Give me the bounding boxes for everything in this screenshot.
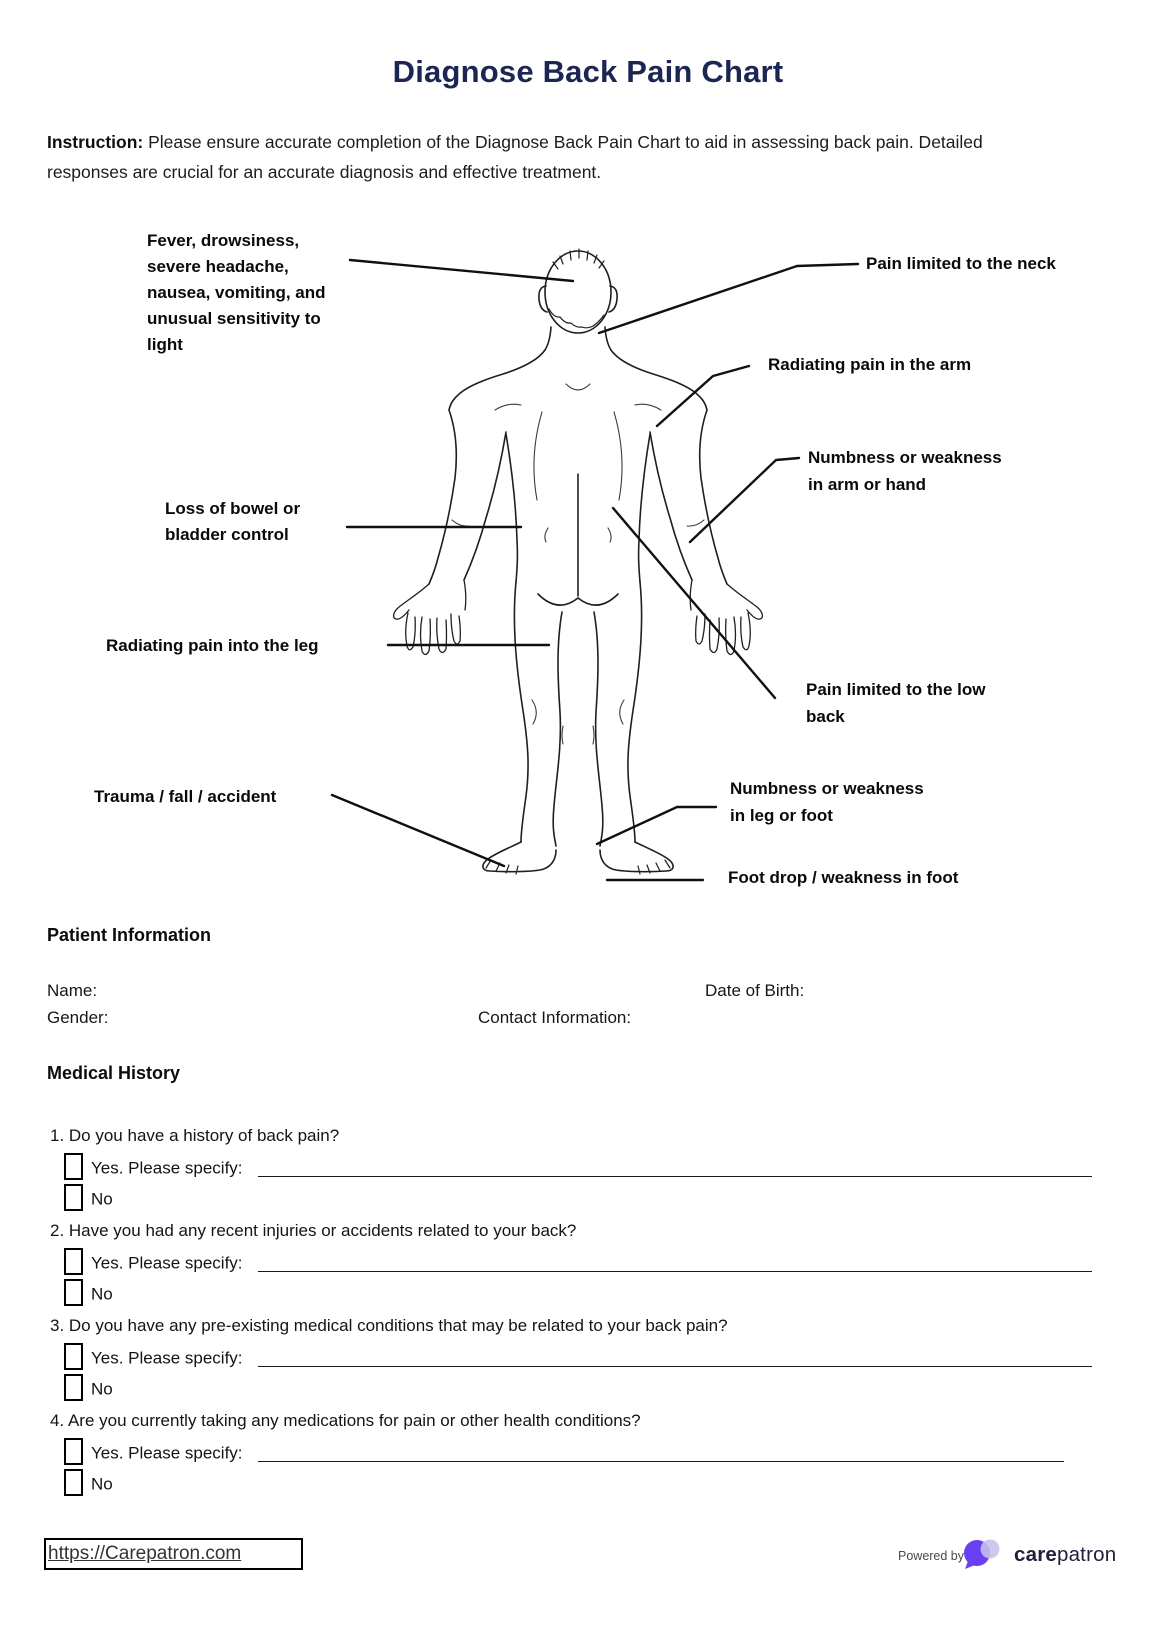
medical-history-heading: Medical History	[47, 1063, 181, 1083]
callout-line-trauma	[332, 795, 504, 866]
name-field-label: Name:	[47, 981, 98, 1000]
question-3-specify-line[interactable]	[258, 1364, 1092, 1367]
instruction-body: Please ensure accurate completion of the Diagnose Back Pain Chart to aid in assessing back pain. Detailed responses are crucial for an accurate diagnosis and effective treatment.	[47, 132, 983, 183]
question-1-specify-line[interactable]	[258, 1174, 1092, 1177]
label-neck-pain: Pain limited to the neck	[866, 254, 1056, 273]
powered-by-label: Powered by	[898, 1549, 965, 1563]
carepatron-logo-icon	[962, 1538, 1006, 1570]
question-4-yes-row	[64, 1442, 243, 1468]
instruction-label: Instruction:	[47, 132, 144, 152]
question-4-no-checkbox[interactable]	[64, 1469, 83, 1496]
figure-arm-outer	[429, 410, 727, 584]
question-1-yes-row	[64, 1157, 243, 1183]
figure-foot-right	[600, 842, 673, 872]
gender-field-label: Gender:	[47, 1008, 109, 1027]
question-1: 1. Do you have a history of back pain?	[50, 1126, 340, 1145]
question-2-specify-line[interactable]	[258, 1269, 1092, 1272]
callout-line-neck	[599, 264, 858, 333]
question-4: 4. Are you currently taking any medications for pain or other health conditions?	[50, 1411, 641, 1430]
question-2-no-row	[64, 1283, 113, 1309]
figure-toes-right	[638, 860, 670, 874]
figure-hair	[553, 249, 604, 269]
figure-foot-left	[483, 842, 556, 872]
callout-line-arm	[657, 366, 749, 426]
question-3: 3. Do you have any pre-existing medical conditions that may be related to your back pain?	[50, 1316, 728, 1335]
contact-field-label: Contact Information:	[478, 1008, 632, 1027]
callout-line-numb-leg	[597, 807, 716, 844]
no-option-label: No	[91, 1189, 113, 1209]
question-2: 2. Have you had any recent injuries or accidents related to your back?	[50, 1221, 577, 1240]
figure-leg-inner	[553, 612, 603, 846]
figure-ears	[539, 286, 617, 312]
question-4-yes-checkbox[interactable]	[64, 1438, 83, 1465]
no-option-label: No	[91, 1284, 113, 1304]
question-4-no-row	[64, 1473, 113, 1499]
yes-option-label: Yes. Please specify:	[91, 1158, 243, 1178]
label-numbness-leg: Numbness or weakness in leg or foot	[730, 779, 924, 826]
figure-shoulders	[449, 350, 707, 410]
label-foot-drop: Foot drop / weakness in foot	[728, 868, 959, 887]
figure-head	[545, 251, 611, 333]
carepatron-wordmark	[1014, 1543, 1116, 1567]
question-1-no-row	[64, 1188, 113, 1214]
label-numbness-arm: Numbness or weakness in arm or hand	[808, 448, 1002, 495]
figure-hand-left	[394, 580, 466, 655]
figure-detail-lines	[452, 384, 704, 744]
question-3-no-row	[64, 1378, 113, 1404]
callout-line-fever	[350, 260, 573, 281]
figure-hand-right	[690, 580, 762, 655]
question-3-yes-checkbox[interactable]	[64, 1343, 83, 1370]
question-3-yes-row	[64, 1347, 243, 1373]
figure-leg-outer	[514, 582, 641, 842]
label-fever-headache: Fever, drowsiness, severe headache, nausea, vomiting, and unusual sensitivity to light	[147, 231, 326, 354]
yes-option-label: Yes. Please specify:	[91, 1253, 243, 1273]
no-option-label: No	[91, 1474, 113, 1494]
yes-option-label: Yes. Please specify:	[91, 1348, 243, 1368]
patient-info-heading: Patient Information	[47, 925, 212, 945]
figure-neck	[545, 327, 611, 350]
brand-bold: care	[1014, 1543, 1057, 1566]
question-3-no-checkbox[interactable]	[64, 1374, 83, 1401]
yes-option-label: Yes. Please specify:	[91, 1443, 243, 1463]
dob-field-label: Date of Birth:	[705, 981, 805, 1000]
no-option-label: No	[91, 1379, 113, 1399]
question-2-yes-row	[64, 1252, 243, 1278]
label-trauma: Trauma / fall / accident	[94, 787, 277, 806]
label-leg-pain: Radiating pain into the leg	[106, 636, 319, 655]
question-2-no-checkbox[interactable]	[64, 1279, 83, 1306]
question-4-specify-line[interactable]	[258, 1459, 1064, 1462]
label-arm-pain: Radiating pain in the arm	[768, 355, 972, 374]
figure-torso-sides	[506, 434, 650, 582]
carepatron-link[interactable]: https://Carepatron.com	[44, 1538, 303, 1570]
label-bowel-bladder: Loss of bowel or bladder control	[165, 499, 301, 545]
callout-line-numb-arm	[690, 458, 799, 542]
callout-line-lowback	[613, 508, 775, 698]
figure-hairline	[549, 309, 604, 328]
question-1-no-checkbox[interactable]	[64, 1184, 83, 1211]
label-lowback-pain: Pain limited to the low back	[806, 680, 986, 727]
figure-toes-left	[486, 860, 518, 874]
question-2-yes-checkbox[interactable]	[64, 1248, 83, 1275]
page-title: Diagnose Back Pain Chart	[392, 54, 784, 89]
question-1-yes-checkbox[interactable]	[64, 1153, 83, 1180]
figure-spine-buttocks	[538, 474, 618, 605]
brand-regular: patron	[1056, 1543, 1117, 1566]
figure-arm-inner	[464, 432, 692, 580]
